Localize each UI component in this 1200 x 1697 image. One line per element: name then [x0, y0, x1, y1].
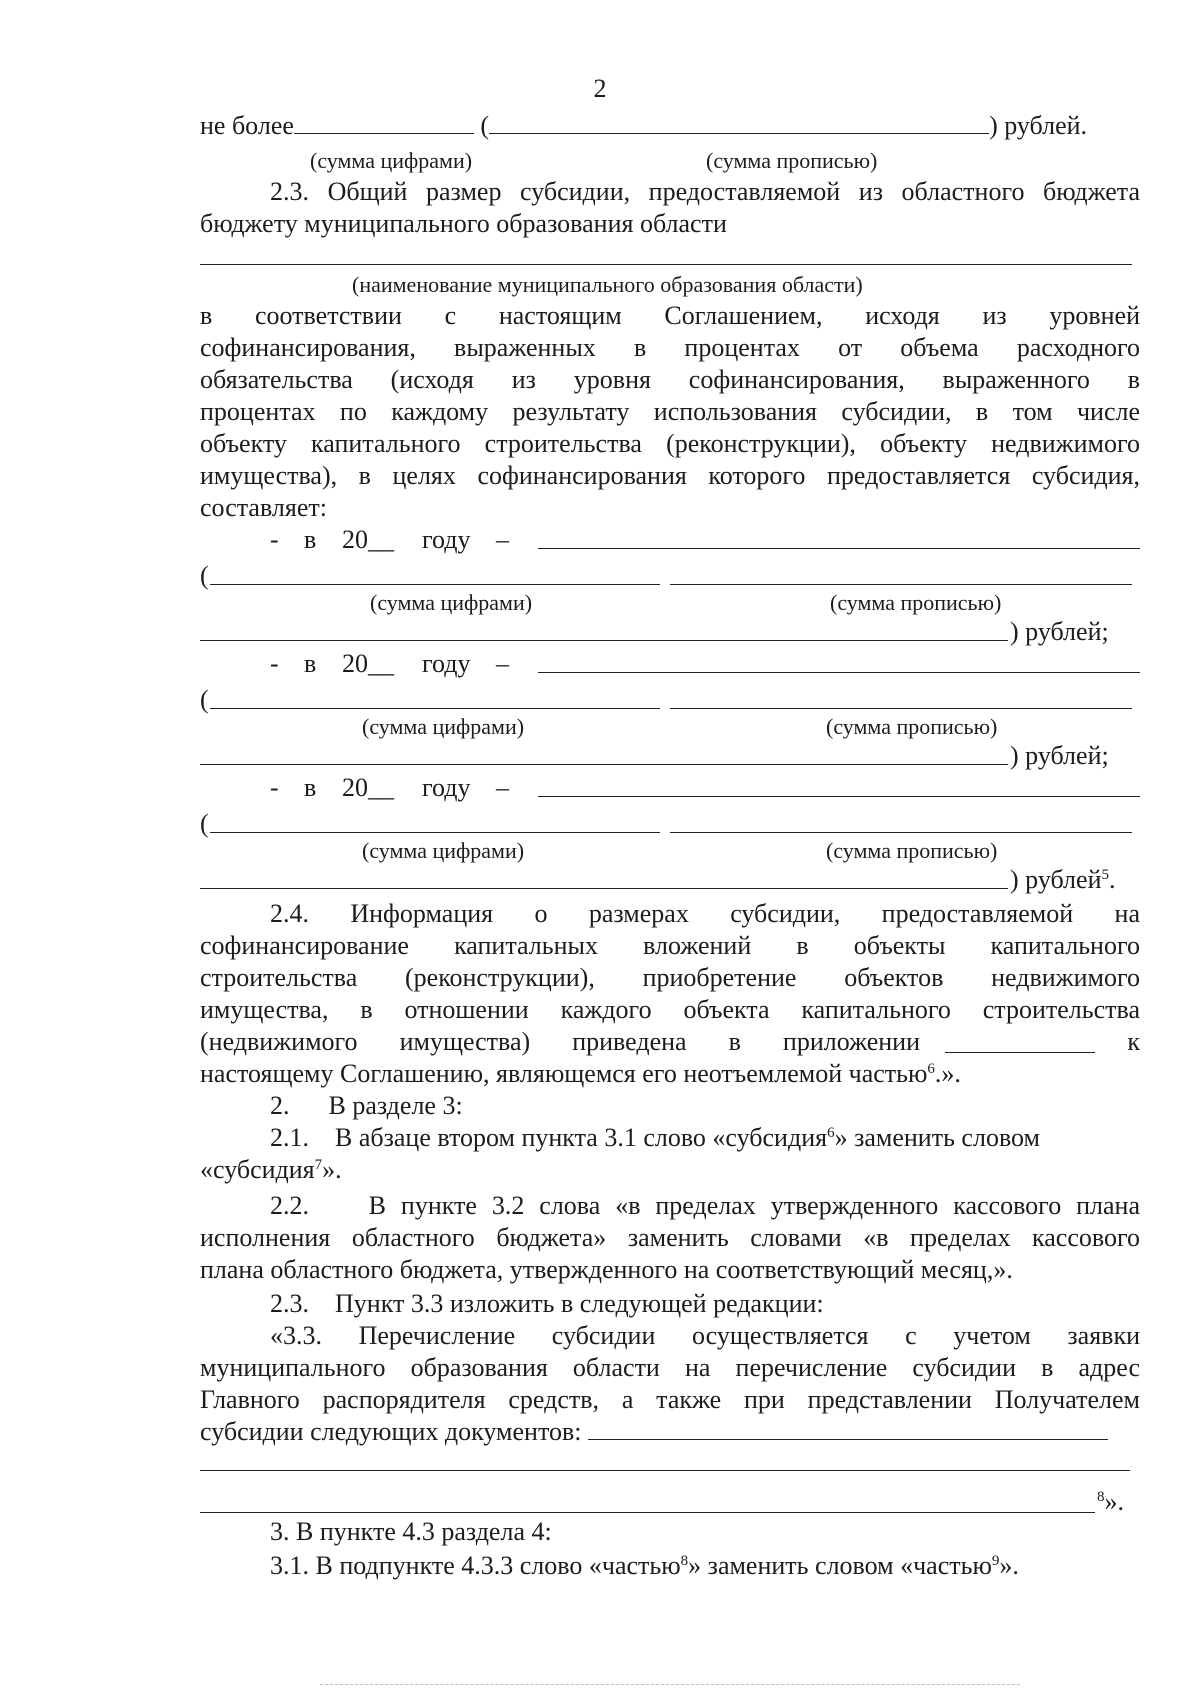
year-row-2: - в 20__ году –: [270, 648, 1140, 680]
p24-line-5: (недвижимого имущества) приведена в приложении к: [200, 1027, 1140, 1056]
year-3-words-blank: [670, 832, 1132, 833]
caption-digits: (сумма цифрами): [310, 148, 473, 173]
s21-line-2: «субсидия$^7$».: [200, 1155, 342, 1184]
year-1-words-cont-blank: [200, 640, 1008, 641]
year-2-blank: [538, 672, 1140, 673]
paren-row-3: (: [200, 808, 1140, 840]
documents-blank-2: [200, 1470, 1130, 1471]
s22-line-1: 2.2. В пункте 3.2 слова «в пределах утвержденного кассового плана: [270, 1191, 1140, 1220]
s33-line-4: субсидии следующих документов:: [200, 1416, 1140, 1448]
blank-words: [489, 111, 989, 134]
rub-row-3: ) рублей$^5$.: [200, 864, 1140, 896]
footnote-ref: 9: [991, 1553, 1000, 1569]
appendix-blank: [945, 1030, 1095, 1053]
s33-line-1: «3.3. Перечисление субсидии осуществляется с учетом заявки: [270, 1321, 1140, 1350]
caption-mo: (наименование муниципального образования области): [352, 272, 863, 297]
open-paren: (: [480, 111, 490, 140]
footnote-ref: 6: [927, 1061, 935, 1077]
amount-line: [200, 110, 1140, 142]
caption-digits-3: (сумма цифрами): [362, 838, 525, 863]
p23b-line-3: обязательства (исходя из уровня софинансирования, выраженного в: [200, 365, 1140, 394]
p23b-line-6: имущества), в целях софинансирования которого предоставляется субсидия,: [200, 461, 1140, 490]
p24-line-2: софинансирование капитальных вложений в объекты капитального: [200, 931, 1140, 960]
page-number: 2: [593, 74, 607, 103]
s33-line-3: Главного распорядителя средств, а также при представлении Получателем: [200, 1385, 1140, 1414]
amount-prefix: не более: [200, 111, 294, 140]
rub-row-1: ) рублей;: [200, 616, 1140, 648]
p23b-line-4: процентах по каждому результату использования субсидии, в том числе: [200, 397, 1140, 426]
footnote-ref: 8: [1097, 1489, 1105, 1505]
year-1-blank: [538, 548, 1140, 549]
p24-line-6: настоящему Соглашению, являющемся его неотъемлемой частью$^6$.».: [200, 1059, 961, 1088]
s31: 3.1. В подпункте 4.3.3 слово «частью$^8$» заменить словом «частью$^9$».: [270, 1551, 1019, 1580]
p23-line-2: бюджету муниципального образования области: [200, 209, 727, 238]
s2: 2. В разделе 3:: [270, 1091, 463, 1120]
footnote-ref: 8: [680, 1553, 689, 1569]
s3: 3. В пункте 4.3 раздела 4:: [270, 1517, 552, 1546]
year-2-words-blank: [670, 708, 1132, 709]
documents-blank-3: [200, 1490, 1095, 1513]
caption-digits-1: (сумма цифрами): [370, 590, 533, 615]
paren-row-1: (: [200, 560, 1140, 592]
documents-blank: [588, 1417, 1108, 1440]
scan-edge-line: [320, 1684, 1020, 1685]
p23b-line-5: объекту капитального строительства (реконструкции), объекту недвижимого: [200, 429, 1140, 458]
caption-words-2: (сумма прописью): [826, 714, 998, 739]
mo-name-blank: [200, 264, 1132, 265]
rub-row-2: ) рублей;: [200, 740, 1140, 772]
year-1-digits-blank: [210, 584, 660, 585]
footnote-ref: 7: [314, 1157, 323, 1173]
s22-line-2: исполнения областного бюджета» заменить словами «в пределах кассового: [200, 1223, 1140, 1252]
caption-words: (сумма прописью): [706, 148, 878, 173]
footnote-ref: 6: [827, 1125, 835, 1141]
p24-line-3: строительства (реконструкции), приобретение объектов недвижимого: [200, 963, 1140, 992]
year-3-digits-blank: [210, 832, 660, 833]
p23-line-1: 2.3. Общий размер субсидии, предоставляемой из областного бюджета: [270, 177, 1140, 206]
p23b-line-7: составляет:: [200, 493, 327, 522]
caption-words-3: (сумма прописью): [826, 838, 998, 863]
year-1-words-blank: [670, 584, 1132, 585]
s23: 2.3. Пункт 3.3 изложить в следующей редакции:: [270, 1289, 824, 1318]
year-row-1: - в 20__ году –: [270, 524, 1140, 556]
year-row-3: - в 20__ году –: [270, 772, 1140, 804]
p23b-line-2: софинансирования, выраженных в процентах от объема расходного: [200, 333, 1140, 362]
caption-digits-2: (сумма цифрами): [362, 714, 525, 739]
amount-suffix: ) рублей.: [989, 111, 1088, 140]
year-3-blank: [538, 796, 1140, 797]
caption-words-1: (сумма прописью): [830, 590, 1002, 615]
s22-line-3: плана областного бюджета, утвержденного на соответствующий месяц,».: [200, 1255, 1013, 1284]
blank-digits: [294, 111, 474, 134]
p24-line-1: 2.4. Информация о размерах субсидии, предоставляемой на: [270, 899, 1140, 928]
year-2-words-cont-blank: [200, 764, 1008, 765]
s21-line-1: 2.1. В абзаце втором пункта 3.1 слово «субсидия$^6$» заменить словом: [270, 1123, 1041, 1152]
year-2-digits-blank: [210, 708, 660, 709]
p23b-line-1: в соответствии с настоящим Соглашением, исходя из уровней: [200, 301, 1140, 330]
p24-line-4: имущества, в отношении каждого объекта капитального строительства: [200, 995, 1140, 1024]
footnote-ref: 5: [1101, 867, 1109, 883]
s33-line-6: $^8$».: [200, 1486, 1140, 1518]
paren-row-2: (: [200, 684, 1140, 716]
s33-line-2: муниципального образования области на перечисление субсидии в адрес: [200, 1353, 1140, 1382]
year-3-words-cont-blank: [200, 888, 1008, 889]
